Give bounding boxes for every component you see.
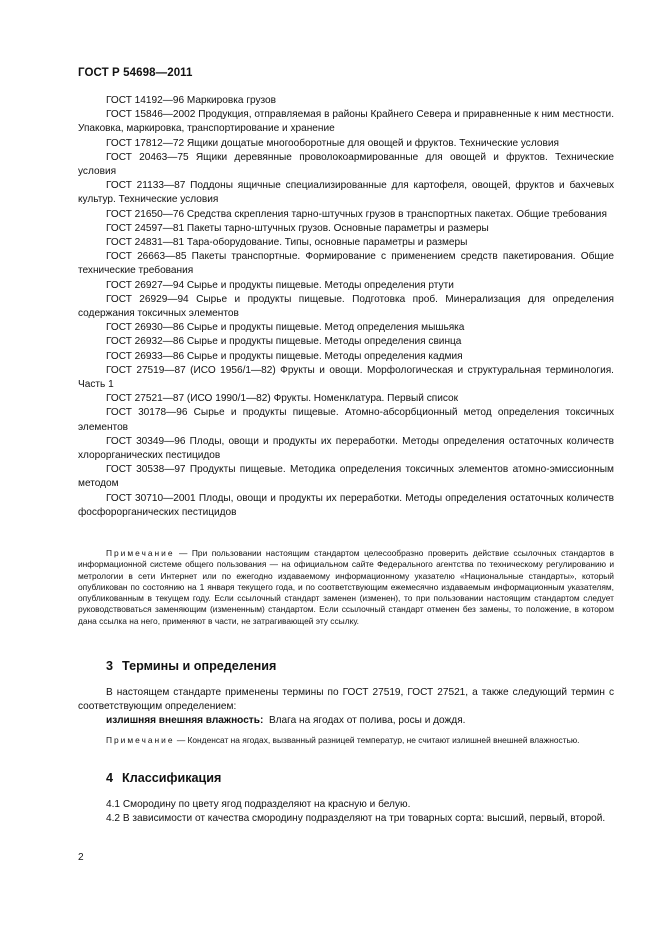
term-label: излишняя внешняя влажность:	[106, 715, 264, 727]
section-number: 3	[106, 659, 114, 673]
reference-item: ГОСТ 30710—2001 Плоды, овощи и продукты их переработки. Методы определения остаточных количеств фосфорорганических пестицидов	[78, 492, 614, 518]
section-3-heading	[106, 659, 276, 673]
section-4-body	[78, 798, 614, 826]
section-title: Термины и определения	[122, 659, 277, 673]
reference-item: ГОСТ 27521—87 (ИСО 1990/1—82) Фрукты. Номенклатура. Первый список	[106, 393, 459, 405]
section-number: 4	[106, 771, 114, 785]
term-definition	[78, 714, 614, 728]
reference-item: ГОСТ 14192—96 Маркировка грузов	[106, 95, 277, 106]
reference-item: ГОСТ 26933—86 Сырье и продукты пищевые. Методы определения кадмия	[106, 350, 463, 362]
reference-item: ГОСТ 30349—96 Плоды, овощи и продукты их переработки. Методы определения остаточных количеств хлорорганических пестицидов	[78, 435, 614, 462]
reference-item: ГОСТ 15846—2002 Продукция, отправляемая в районы Крайнего Севера и приравненные к ним местности. Упаковка, маркировка, транспортирование и хранение	[78, 109, 614, 135]
reference-item: ГОСТ 26663—85 Пакеты транспортные. Формирование с применением средств пакетирования. Общие технические требования	[78, 251, 614, 277]
section-title: Классификация	[122, 771, 222, 785]
term-text: Влага на ягодах от полива, росы и дождя.	[268, 715, 466, 727]
normative-references-list	[78, 94, 614, 520]
section-3-body	[78, 686, 614, 729]
definition-note	[78, 735, 614, 746]
reference-item: ГОСТ 20463—75 Ящики деревянные проволокоармированные для овощей и фруктов. Технические условия	[78, 151, 614, 178]
note-label: Примечание	[106, 735, 175, 745]
reference-item: ГОСТ 24597—81 Пакеты тарно-штучных грузов. Основные параметры и размеры	[106, 222, 489, 234]
reference-item: ГОСТ 30178—96 Сырье и продукты пищевые. Атомно-абсорбционный метод определения токсичных элементов	[78, 407, 614, 433]
reference-item: ГОСТ 30538—97 Продукты пищевые. Методика определения токсичных элементов атомно-эмиссионным методом	[78, 464, 614, 490]
page-number: 2	[78, 852, 84, 863]
note-text: — Конденсат на ягодах, вызванный разницей температур, не считают излишней внешней влажностью.	[176, 735, 580, 745]
reference-item: ГОСТ 26930—86 Сырье и продукты пищевые. Метод определения мышьяка	[106, 322, 465, 334]
clause-4-1: 4.1 Смородину по цвету ягод подразделяют на красную и белую.	[106, 799, 411, 810]
note-label: Примечание	[106, 548, 175, 558]
note-text: — При пользовании настоящим стандартом целесообразно проверить действие ссылочных стандартов в информационной системе общего пользования — на официальном сайте Федерального агентства по техническому регулированию и метрологии в сети Интернет или по ежегодно издаваемому информационному указателю «Национальные стандарты», который опубликован по состоянию на 1 января текущего года, и по соответствующим ежемесячно издаваемым информационным указателям, опубликованным в текущем году. Если ссылочный стандарт заменен (изменен), то при пользовании настоящим стандартом следует руководствоваться заменяющим (измененным) стандартом. Если ссылочный стандарт отменен без замены, то положение, в котором дана ссылка на него, применяют в части, не затрагивающей эту ссылку.	[78, 548, 615, 626]
reference-item: ГОСТ 21650—76 Средства скрепления тарно-штучных грузов в транспортных пакетах. Общие требования	[106, 208, 607, 220]
reference-item: ГОСТ 24831—81 Тара-оборудование. Типы, основные параметры и размеры	[106, 237, 468, 249]
document-header: ГОСТ Р 54698—2011	[78, 67, 193, 79]
reference-item: ГОСТ 26932—86 Сырье и продукты пищевые. Методы определения свинца	[106, 336, 462, 348]
reference-item: ГОСТ 21133—87 Поддоны ящичные специализированные для картофеля, овощей, фруктов и бахчевых культур. Технические условия	[78, 180, 614, 206]
reference-item: ГОСТ 27519—87 (ИСО 1956/1—82) Фрукты и овощи. Морфологическая и структуральная терминология. Часть 1	[78, 364, 614, 391]
reference-item: ГОСТ 26929—94 Сырье и продукты пищевые. Подготовка проб. Минерализация для определения содержания токсичных элементов	[78, 293, 614, 320]
clause-4-2: 4.2 В зависимости от качества смородину подразделяют на три товарных сорта: высший, первый, второй.	[106, 813, 606, 825]
references-note	[78, 548, 614, 627]
section-3-intro: В настоящем стандарте применены термины по ГОСТ 27519, ГОСТ 27521, а также следующий термин с соответствующим определением:	[78, 687, 614, 713]
section-4-heading	[106, 771, 221, 785]
reference-item: ГОСТ 17812—72 Ящики дощатые многооборотные для овощей и фруктов. Технические условия	[106, 137, 559, 149]
reference-item: ГОСТ 26927—94 Сырье и продукты пищевые. Методы определения ртути	[106, 279, 454, 291]
